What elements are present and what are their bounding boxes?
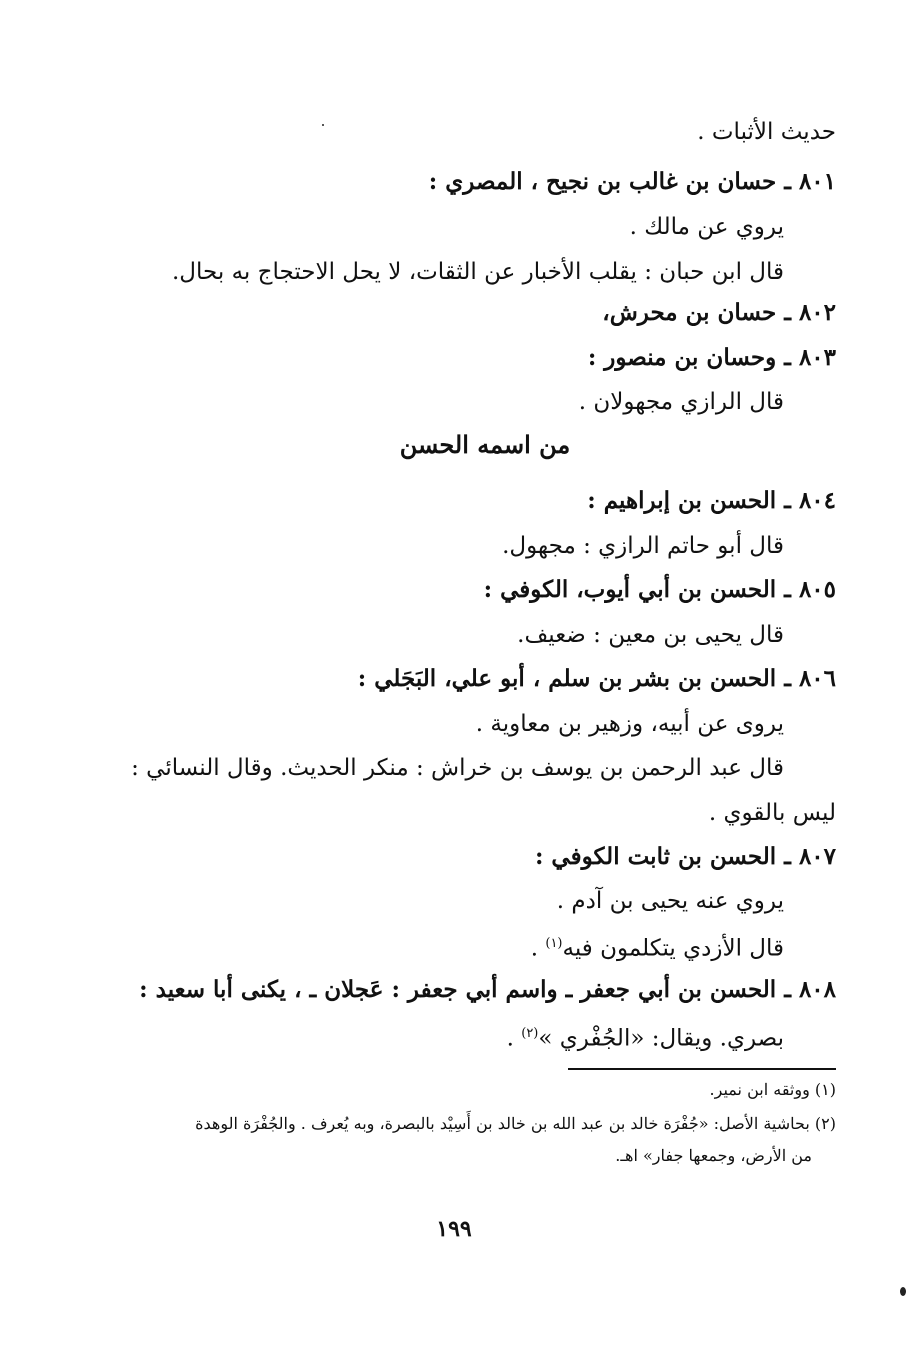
footnote-1: (١) ووثقه ابن نمير. (709, 1080, 836, 1099)
entry-805-text: قال يحيى بن معين : ضعيف. (517, 622, 784, 648)
page-number: ١٩٩ (436, 1216, 472, 1242)
entry-807-text: يروي عنه يحيى بن آدم . (556, 888, 784, 914)
entry-807-end: . (530, 935, 546, 962)
footnote-ref-2: (٢) (521, 1026, 539, 1041)
entry-801-text: قال ابن حبان : يقلب الأخبار عن الثقات، لا يحل الاحتجاج به بحال. (171, 259, 784, 285)
entry-806-text: يروى عن أبيه، وزهير بن معاوية . (475, 711, 784, 737)
entry-806-heading: ٨٠٦ ـ الحسن بن بشر بن سلم ، أبو علي، البَجَلي : (357, 665, 836, 692)
entry-804-text: قال أبو حاتم الرازي : مجهول. (502, 533, 784, 559)
entry-802-heading: ٨٠٢ ـ حسان بن محرش، (602, 299, 836, 326)
section-heading: من اسمه الحسن (399, 430, 571, 459)
footnote-2: (٢) بحاشية الأصل: «جُفْرَة خالد بن عبد الله بن خالد بن أَسِيْد بالبصرة، وبه يُعرف . والجُفْرَة الوهدة (195, 1114, 836, 1133)
entry-808-end: . (506, 1025, 522, 1052)
entry-805-heading: ٨٠٥ ـ الحسن بن أبي أيوب، الكوفي : (483, 576, 836, 603)
entry-808-text (507, 1019, 784, 1054)
entry-803-text: قال الرازي مجهولان . (578, 389, 784, 415)
entry-806-text: قال عبد الرحمن بن يوسف بن خراش : منكر الحديث. وقال النسائي : (131, 755, 784, 781)
entry-807-quote: قال الأزدي يتكلمون فيه (562, 935, 784, 962)
entry-806-text: ليس بالقوي . (708, 800, 836, 826)
footnote-2-continued: من الأرض، وجمعها جفار» اهـ. (615, 1146, 812, 1165)
entry-803-heading: ٨٠٣ ـ وحسان بن منصور : (587, 344, 836, 371)
footnote-ref-1: (١) (545, 936, 563, 951)
scan-speck (900, 1287, 906, 1296)
entry-801-text: يروي عن مالك . (629, 214, 784, 240)
scan-speck (322, 124, 324, 126)
entry-801-heading: ٨٠١ ـ حسان بن غالب بن نجيح ، المصري : (428, 168, 836, 195)
footnote-divider (568, 1068, 836, 1070)
entry-807-heading: ٨٠٧ ـ الحسن بن ثابت الكوفي : (534, 843, 836, 870)
entry-804-heading: ٨٠٤ ـ الحسن بن إبراهيم : (587, 487, 836, 514)
text-line: حديث الأثبات . (697, 119, 836, 145)
entry-807-text (531, 929, 784, 964)
entry-808-quote: بصري. ويقال: «الجُفْري » (538, 1025, 784, 1052)
entry-808-heading: ٨٠٨ ـ الحسن بن أبي جعفر ـ واسم أبي جعفر : عَجلان ـ ، يكنى أبا سعيد : (139, 976, 836, 1003)
